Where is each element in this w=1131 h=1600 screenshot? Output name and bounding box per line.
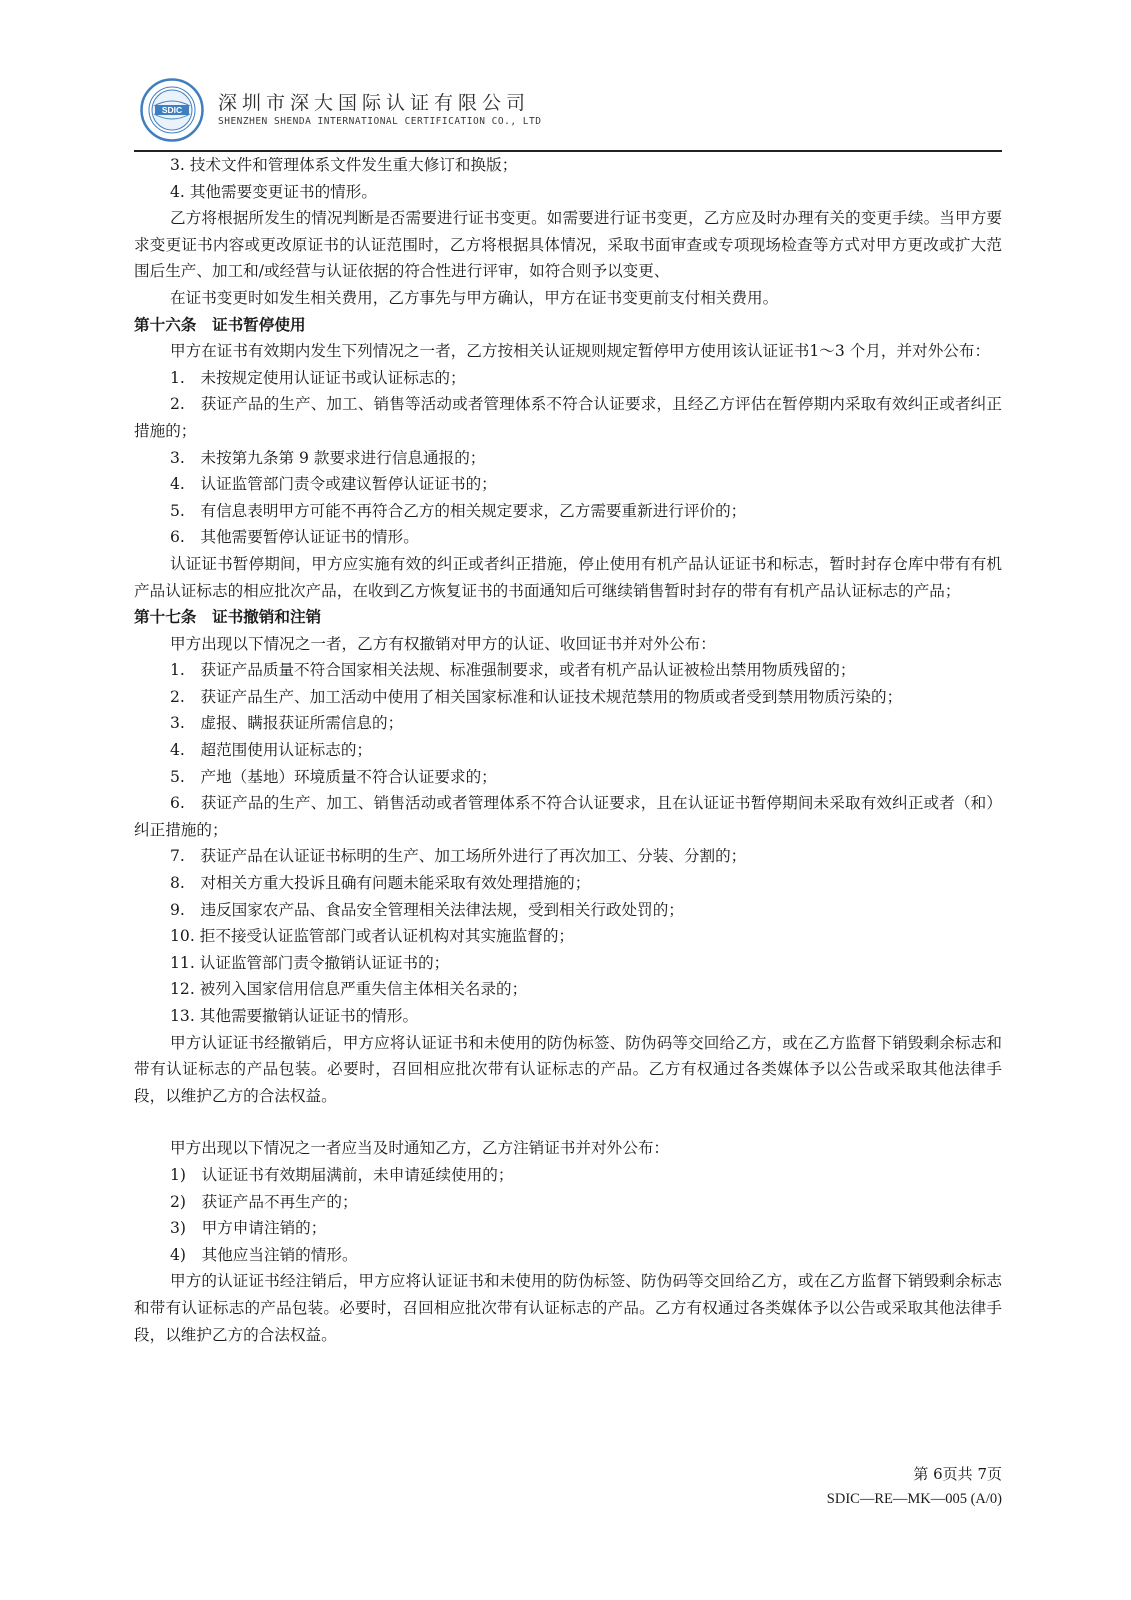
list-item: 1. 获证产品质量不符合国家相关法规、标准强制要求，或者有机产品认证被检出禁用物质残留的； bbox=[170, 661, 856, 680]
list-item: 12. 被列入国家信用信息严重失信主体相关名录的； bbox=[170, 980, 528, 999]
list-item: 9. 违反国家农产品、食品安全管理相关法律法规，受到相关行政处罚的； bbox=[170, 900, 684, 919]
body-paragraph: 甲方出现以下情况之一者应当及时通知乙方，乙方注销证书并对外公布： bbox=[170, 1139, 670, 1158]
list-item: 3) 甲方申请注销的； bbox=[170, 1219, 327, 1238]
logo-text: SDIC bbox=[161, 105, 183, 115]
section-heading: 第十七条 证书撤销和注销 bbox=[134, 608, 322, 627]
list-item: 4) 其他应当注销的情形。 bbox=[170, 1245, 358, 1264]
list-item: 4. 超范围使用认证标志的； bbox=[170, 741, 373, 760]
list-item: 5. 产地（基地）环境质量不符合认证要求的； bbox=[170, 767, 497, 786]
letterhead bbox=[140, 78, 1000, 150]
list-item: 2. 获证产品的生产、加工、销售等活动或者管理体系不符合认证要求，且经乙方评估在暂停期内采取有效纠正或者纠正措施的； bbox=[134, 395, 1002, 440]
list-item: 4. 认证监管部门责令或建议暂停认证证书的； bbox=[170, 475, 497, 494]
body-paragraph: 认证证书暂停期间，甲方应实施有效的纠正或者纠正措施，停止使用有机产品认证证书和标志，暂时封存仓库中带有有机产品认证标志的相应批次产品，在收到乙方恢复证书的书面通知后可继续销售暂时封存的带有有机产品认证标志的产品； bbox=[134, 554, 1002, 600]
body-paragraph: 甲方的认证证书经注销后，甲方应将认证证书和未使用的防伪标签、防伪码等交回给乙方，或在乙方监督下销毁剩余标志和带有认证标志的产品包装。必要时，召回相应批次带有认证标志的产品。乙方有权通过各类媒体予以公告或采取其他法律手段，以维护乙方的合法权益。 bbox=[134, 1272, 1002, 1344]
body-paragraph: 甲方出现以下情况之一者，乙方有权撤销对甲方的认证、收回证书并对外公布： bbox=[170, 634, 716, 653]
list-item: 4. 其他需要变更证书的情形。 bbox=[170, 182, 377, 201]
section-heading: 第十六条 证书暂停使用 bbox=[134, 315, 306, 334]
list-item: 7. 获证产品在认证证书标明的生产、加工场所外进行了再次加工、分装、分割的； bbox=[170, 847, 747, 866]
body-paragraph: 甲方认证证书经撤销后，甲方应将认证证书和未使用的防伪标签、防伪码等交回给乙方，或在乙方监督下销毁剩余标志和带有认证标志的产品包装。必要时，召回相应批次带有认证标志的产品。乙方有权通过各类媒体予以公告或采取其他法律手段，以维护乙方的合法权益。 bbox=[134, 1033, 1002, 1105]
list-item: 6. 其他需要暂停认证证书的情形。 bbox=[170, 528, 419, 547]
list-item: 10. 拒不接受认证监管部门或者认证机构对其实施监督的； bbox=[170, 927, 575, 946]
body-paragraph: 在证书变更时如发生相关费用，乙方事先与甲方确认，甲方在证书变更前支付相关费用。 bbox=[170, 288, 779, 307]
paragraph-gap bbox=[134, 1109, 1002, 1135]
list-item: 2. 获证产品生产、加工活动中使用了相关国家标准和认证技术规范禁用的物质或者受到禁用物质污染的； bbox=[170, 687, 903, 706]
page-number: 第 6页共 7页 bbox=[913, 1465, 1002, 1483]
list-item: 11. 认证监管部门责令撤销认证证书的； bbox=[170, 953, 450, 972]
body-paragraph: 乙方将根据所发生的情况判断是否需要进行证书变更。如需要进行证书变更，乙方应及时办理有关的变更手续。当甲方要求变更证书内容或更改原证书的认证范围时，乙方将根据具体情况，采取书面审查或专项现场检查等方式对甲方更改或扩大范围后生产、加工和/或经营与认证依据的符合性进行评审，如符合则予以变更、 bbox=[134, 209, 1002, 281]
list-item: 3. 虚报、瞒报获证所需信息的； bbox=[170, 714, 404, 733]
list-item: 1) 认证证书有效期届满前，未申请延续使用的； bbox=[170, 1165, 514, 1184]
list-item: 3. 未按第九条第 9 款要求进行信息通报的； bbox=[170, 448, 486, 467]
page-footer bbox=[827, 1462, 1002, 1512]
list-item: 3. 技术文件和管理体系文件发生重大修订和换版； bbox=[170, 156, 518, 174]
document-body bbox=[134, 152, 1002, 1348]
list-item: 1. 未按规定使用认证证书或认证标志的； bbox=[170, 368, 466, 387]
body-paragraph: 甲方在证书有效期内发生下列情况之一者，乙方按相关认证规则规定暂停甲方使用该认证证书1～3 个月，并对外公布： bbox=[170, 342, 991, 361]
company-name-cn: 深圳市深大国际认证有限公司 bbox=[218, 92, 531, 114]
company-logo-icon bbox=[140, 78, 204, 142]
document-code: SDIC—RE—MK—005 (A/0) bbox=[826, 1491, 1002, 1507]
list-item: 5. 有信息表明甲方可能不再符合乙方的相关规定要求，乙方需要重新进行评价的； bbox=[170, 501, 747, 520]
list-item: 2) 获证产品不再生产的； bbox=[170, 1192, 358, 1211]
company-name-en: SHENZHEN SHENDA INTERNATIONAL CERTIFICATION CO., LTD bbox=[218, 116, 542, 127]
list-item: 13. 其他需要撤销认证证书的情形。 bbox=[170, 1007, 419, 1025]
list-item: 6. 获证产品的生产、加工、销售活动或者管理体系不符合认证要求，且在认证证书暂停期间未采取有效纠正或者（和）纠正措施的； bbox=[134, 794, 1002, 839]
list-item: 8. 对相关方重大投诉且确有问题未能采取有效处理措施的； bbox=[170, 874, 591, 893]
